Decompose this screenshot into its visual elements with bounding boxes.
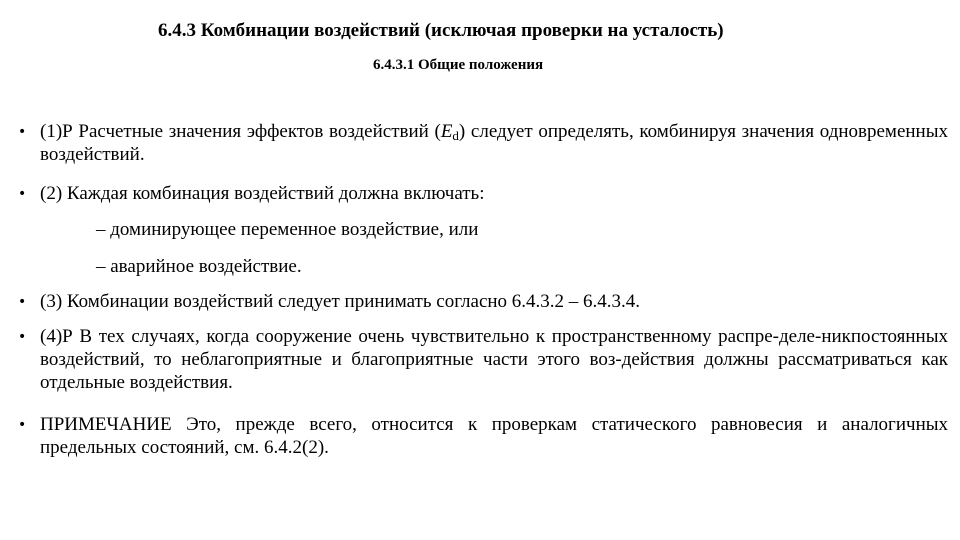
effect-symbol: E (440, 121, 453, 142)
item-text-before: (1)Р Расчетные значения эффектов воздействий ( (40, 121, 441, 142)
item-text-after: ) следует определять, комбинируя значения одновременных воздействий. (40, 121, 948, 165)
list-item (18, 413, 948, 459)
sub-item: – доминирующее переменное воздействие, или (96, 219, 479, 240)
subsection-title: 6.4.3.1 Общие положения (373, 57, 544, 73)
effect-subscript: d (452, 128, 459, 143)
list-item (18, 182, 948, 206)
list-item (18, 290, 948, 314)
bullet-icon: • (18, 186, 27, 202)
list-item (18, 120, 948, 166)
sub-item: – аварийное воздействие. (96, 256, 302, 277)
item-text: ПРИМЕЧАНИЕ Это, прежде всего, относится к проверкам статического равновесия и аналогичных предельных состояний, см. 6.4.2(2). (40, 414, 948, 458)
bullet-icon: • (18, 329, 27, 345)
bullet-icon: • (18, 124, 27, 140)
item-text: (2) Каждая комбинация воздействий должна включать: (40, 183, 485, 204)
bullet-icon: • (18, 417, 27, 433)
section-title: 6.4.3 Комбинации воздействий (исключая проверки на усталость) (158, 20, 724, 41)
bullet-icon: • (18, 294, 27, 310)
item-text: (3) Комбинации воздействий следует принимать согласно 6.4.3.2 – 6.4.3.4. (40, 291, 641, 312)
list-item (18, 325, 948, 394)
item-text (40, 120, 948, 166)
item-text: (4)Р В тех случаях, когда сооружение очень чувствительно к пространственному распре-деле-никпостоянных воздействий, то неблагоприятные и благоприятные части этого воз-действия должны рассматриваться как отдельные воздействия. (40, 326, 948, 393)
